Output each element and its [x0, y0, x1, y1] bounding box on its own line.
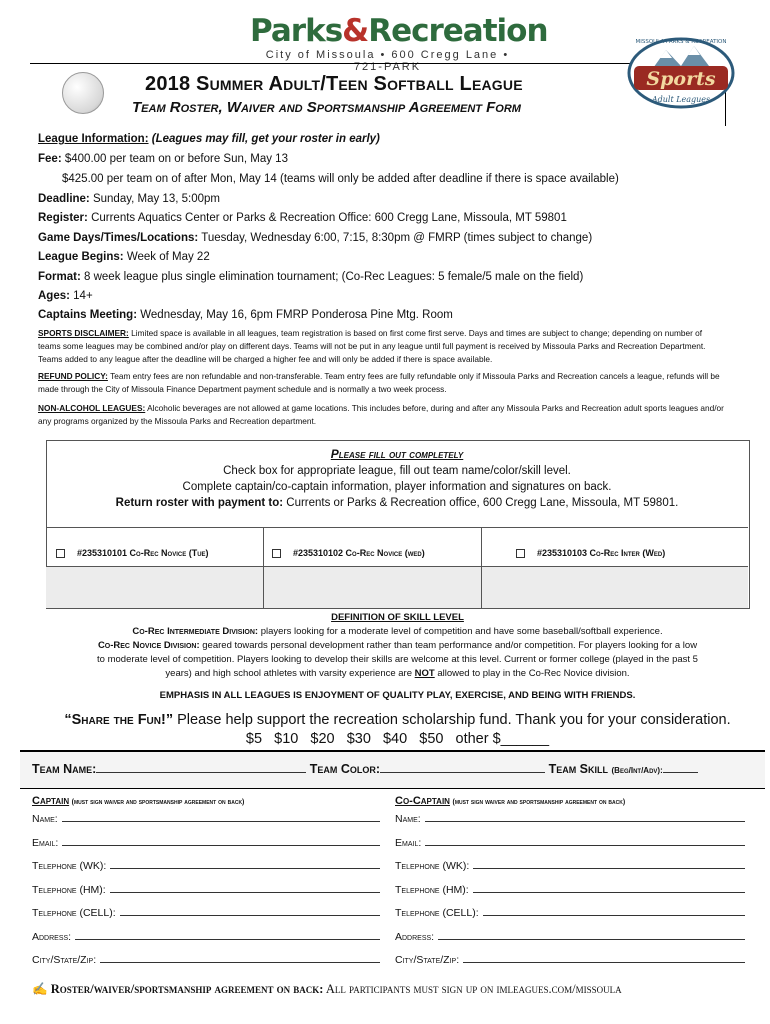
league-option-2-label: #235310102 Co-Rec Novice (wed): [293, 548, 425, 558]
pen-icon: ✍: [32, 982, 48, 996]
captain-field-row: [32, 930, 380, 943]
logo-ampersand: &: [342, 13, 369, 49]
captain-note: (must sign waiver and sportsmanship agreement on back): [71, 799, 245, 806]
cocaptain-field-input[interactable]: [425, 836, 745, 846]
form-subtitle: Team Roster, Waiver and Sportsmanship Agreement Form: [132, 99, 521, 116]
cocaptain-field-label: Telephone (CELL):: [395, 907, 479, 919]
cocaptain-field-input[interactable]: [473, 883, 745, 893]
cocaptain-field-input[interactable]: [463, 953, 745, 963]
captain-field-input[interactable]: [110, 859, 380, 869]
league-option-2[interactable]: [264, 527, 482, 566]
league-option-1-label: #235310101 Co-Rec Novice (Tue): [77, 548, 209, 558]
refund-policy: [38, 370, 726, 396]
cocaptain-field-input[interactable]: [438, 930, 745, 940]
cocaptain-field-label: Telephone (WK):: [395, 860, 470, 872]
skill-novice-2: to moderate level of competition. Players looking to develop their skills are welcome at this level. Current or former college (played in the past 5: [97, 654, 698, 665]
captain-field-input[interactable]: [62, 836, 380, 846]
logo-text-parks: Parks: [250, 13, 343, 49]
captain-field-label: Telephone (CELL):: [32, 907, 116, 919]
captain-field-input[interactable]: [110, 883, 380, 893]
league-info-note: (Leagues may fill, get your roster in early): [151, 133, 380, 145]
captain-field-label: Name:: [32, 813, 58, 825]
cocaptain-field-label: Telephone (HM):: [395, 884, 469, 896]
captain-field-row: [32, 836, 380, 849]
footer-text: All participants must sign up on imleagues.com/missoula: [325, 982, 622, 996]
skill-heading: DEFINITION OF SKILL LEVEL: [331, 612, 464, 623]
captain-field-label: Telephone (HM):: [32, 884, 106, 896]
league-option-1[interactable]: [46, 527, 264, 566]
captains-label: Captains Meeting:: [38, 309, 138, 321]
league-cell-1: [46, 566, 264, 608]
cocaptain-field-input[interactable]: [425, 812, 745, 822]
cocaptain-field-label: Name:: [395, 813, 421, 825]
captain-label: Captain: [32, 795, 70, 807]
form-title: 2018 Summer Adult/Teen Softball League: [145, 73, 523, 95]
skill-novice-3: [30, 668, 765, 679]
cocaptain-field-row: [395, 836, 745, 849]
cocaptain-field-row: [395, 930, 745, 943]
team-skill-label: Team Skill: [548, 762, 609, 776]
register-line: [38, 212, 567, 224]
checkbox-icon[interactable]: [272, 549, 281, 558]
badge-subtitle: Adult Leagues: [651, 95, 711, 104]
fill-heading: Please fill out completely: [330, 447, 464, 461]
captains-line: [38, 309, 453, 321]
alcohol-label: NON-ALCOHOL LEAGUES:: [38, 403, 146, 413]
refund-label: REFUND POLICY:: [38, 371, 108, 381]
fill-line-1: Check box for appropriate league, fill out team name/color/skill level.: [223, 465, 571, 477]
donation-amounts[interactable]: $5 $10 $20 $30 $40 $50 other $______: [245, 731, 550, 747]
sports-badge-logo: [626, 28, 736, 110]
captain-field-label: City/State/Zip:: [32, 954, 97, 966]
checkbox-icon[interactable]: [56, 549, 65, 558]
skill-novice-1: [30, 640, 765, 651]
captain-field-label: Telephone (WK):: [32, 860, 107, 872]
skill-inter: [30, 626, 765, 637]
cocaptain-field-row: [395, 859, 745, 872]
fee-line-2: $425.00 per team on of after Mon, May 14 (teams will only be added after deadline if there is space available): [62, 173, 619, 185]
logo-address: City of Missoula • 600 Cregg Lane • 721-PARK: [265, 49, 510, 73]
footer-note: [32, 982, 752, 997]
fee-1: $400.00 per team on or before Sun, May 13: [64, 153, 288, 165]
cocaptain-field-row: [395, 953, 745, 966]
team-info-line: [32, 762, 698, 776]
novice-text-1: geared towards personal development rather than team performance and/or competition. For players looking for a low: [202, 640, 698, 651]
share-fun-label: “Share the Fun!”: [64, 712, 174, 728]
team-skill-field[interactable]: [663, 763, 698, 773]
team-name-label: Team Name:: [32, 762, 97, 776]
disclaimer-text: Limited space is available in all leagues, team registration is based on first come first serve. Days and times are subject to change; depending on number of teams some leagues may be combined and/or play on different days. Teams will not be put in any league until full payment is received by Missoula Parks and Recreation Department. Teams added to any league after the deadline will be charged a higher fee and will only be added if there is space available.: [38, 328, 706, 364]
deadline-label: Deadline:: [38, 193, 90, 205]
return-value: Currents or Parks & Recreation office, 600 Cregg Lane, Missoula, MT 59801.: [286, 497, 679, 509]
games-value: Tuesday, Wednesday 6:00, 7:15, 8:30pm @ FMRP (times subject to change): [201, 232, 593, 244]
cocaptain-field-row: [395, 906, 745, 919]
cocaptain-note: (must sign waiver and sportsmanship agreement on back): [452, 799, 626, 806]
cocaptain-field-input[interactable]: [473, 859, 745, 869]
ages-line: [38, 290, 93, 302]
format-label: Format:: [38, 271, 81, 283]
league-info-label: League Information:: [38, 133, 149, 145]
emphasis-line: EMPHASIS IN ALL LEAGUES IS ENJOYMENT OF QUALITY PLAY, EXERCISE, AND BEING WITH FRIENDS.: [159, 690, 636, 701]
return-label: Return roster with payment to:: [115, 497, 284, 509]
captain-field-input[interactable]: [62, 812, 380, 822]
games-label: Game Days/Times/Locations:: [38, 232, 199, 244]
cocaptain-field-label: Address:: [395, 931, 435, 943]
captain-field-label: Email:: [32, 837, 59, 849]
inter-label: Co-Rec Intermediate Division:: [132, 626, 259, 637]
team-color-label: Team Color:: [309, 762, 381, 776]
ages-value: 14+: [73, 290, 93, 302]
captain-field-row: [32, 883, 380, 896]
scholarship-line: [30, 712, 765, 728]
format-value: 8 week league plus single elimination tournament; (Co-Rec Leagues: 5 female/5 male on the field): [84, 271, 584, 283]
sports-disclaimer: [38, 327, 726, 366]
deadline-line: [38, 193, 220, 205]
fill-return-line: [46, 497, 748, 509]
cocaptain-field-label: City/State/Zip:: [395, 954, 460, 966]
register-label: Register:: [38, 212, 88, 224]
team-color-field[interactable]: [380, 763, 545, 773]
captains-value: Wednesday, May 16, 6pm FMRP Ponderosa Pine Mtg. Room: [140, 309, 453, 321]
cocaptain-field-input[interactable]: [483, 906, 745, 916]
badge-ring-text: MISSOULA PARKS & RECREATION: [635, 39, 727, 45]
captain-field-row: [32, 859, 380, 872]
fee-label: Fee:: [38, 153, 62, 165]
footer-bold: Roster/waiver/sportsmanship agreement on back:: [50, 982, 324, 996]
fee-line-1: [38, 153, 288, 165]
refund-text: Team entry fees are non refundable and non-transferable. Team entry fees are fully refundable only if Missoula Parks and Recreation cancels a league, refunds will be made through the City of Missoula Finance Department payment schedule and is normally a two week process.: [38, 371, 720, 394]
captain-field-input[interactable]: [120, 906, 380, 916]
captain-field-row: [32, 953, 380, 966]
league-cell-3: [482, 566, 748, 608]
cocaptain-field-row: [395, 883, 745, 896]
novice-text-3a: years) and high school athletes with varsity experience are: [165, 668, 413, 679]
captain-heading: [32, 795, 244, 807]
captain-field-label: Address:: [32, 931, 72, 943]
league-option-3[interactable]: [482, 527, 748, 566]
non-alcohol-policy: [38, 402, 726, 428]
league-cell-2: [264, 566, 482, 608]
ages-label: Ages:: [38, 290, 70, 302]
fill-line-2: Complete captain/co-captain information, player information and signatures on back.: [182, 481, 612, 493]
format-line: [38, 271, 583, 283]
disclaimer-label: SPORTS DISCLAIMER:: [38, 328, 129, 338]
softball-icon: [62, 72, 104, 114]
begins-label: League Begins:: [38, 251, 124, 263]
league-option-3-label: #235310103 Co-Rec Inter (Wed): [537, 548, 666, 558]
games-line: [38, 232, 592, 244]
team-name-field[interactable]: [96, 763, 306, 773]
checkbox-icon[interactable]: [516, 549, 525, 558]
begins-line: [38, 251, 210, 263]
inter-text: players looking for a moderate level of competition and have some baseball/softball experience.: [260, 626, 663, 637]
team-skill-note: (Beg/Int/Adv):: [611, 766, 663, 775]
register-value: Currents Aquatics Center or Parks & Recreation Office: 600 Cregg Lane, Missoula, MT 59801: [91, 212, 567, 224]
captain-field-row: [32, 906, 380, 919]
begins-value: Week of May 22: [126, 251, 210, 263]
novice-label: Co-Rec Novice Division:: [97, 640, 200, 651]
alcohol-text: Alcoholic beverages are not allowed at game locations. This includes before, during and after any Missoula Parks and Recreation adult sports leagues and/or any programs organized by the Missoula Parks and Recreation department.: [38, 403, 724, 426]
cocaptain-label: Co-Captain: [395, 795, 450, 807]
scholarship-text: Please help support the recreation scholarship fund. Thank you for your consideration.: [177, 712, 731, 728]
cocaptain-heading: [395, 795, 625, 807]
novice-not: NOT: [414, 668, 435, 679]
captain-field-input[interactable]: [100, 953, 380, 963]
cocaptain-field-label: Email:: [395, 837, 422, 849]
captain-field-input[interactable]: [75, 930, 380, 940]
cocaptain-field-row: [395, 812, 745, 825]
captain-field-row: [32, 812, 380, 825]
logo-text-recreation: Recreation: [368, 13, 548, 49]
deadline-value: Sunday, May 13, 5:00pm: [92, 193, 220, 205]
novice-text-3b: allowed to play in the Co-Rec Novice division.: [437, 668, 630, 679]
league-info-heading: [38, 133, 380, 145]
badge-word: Sports: [646, 68, 716, 90]
